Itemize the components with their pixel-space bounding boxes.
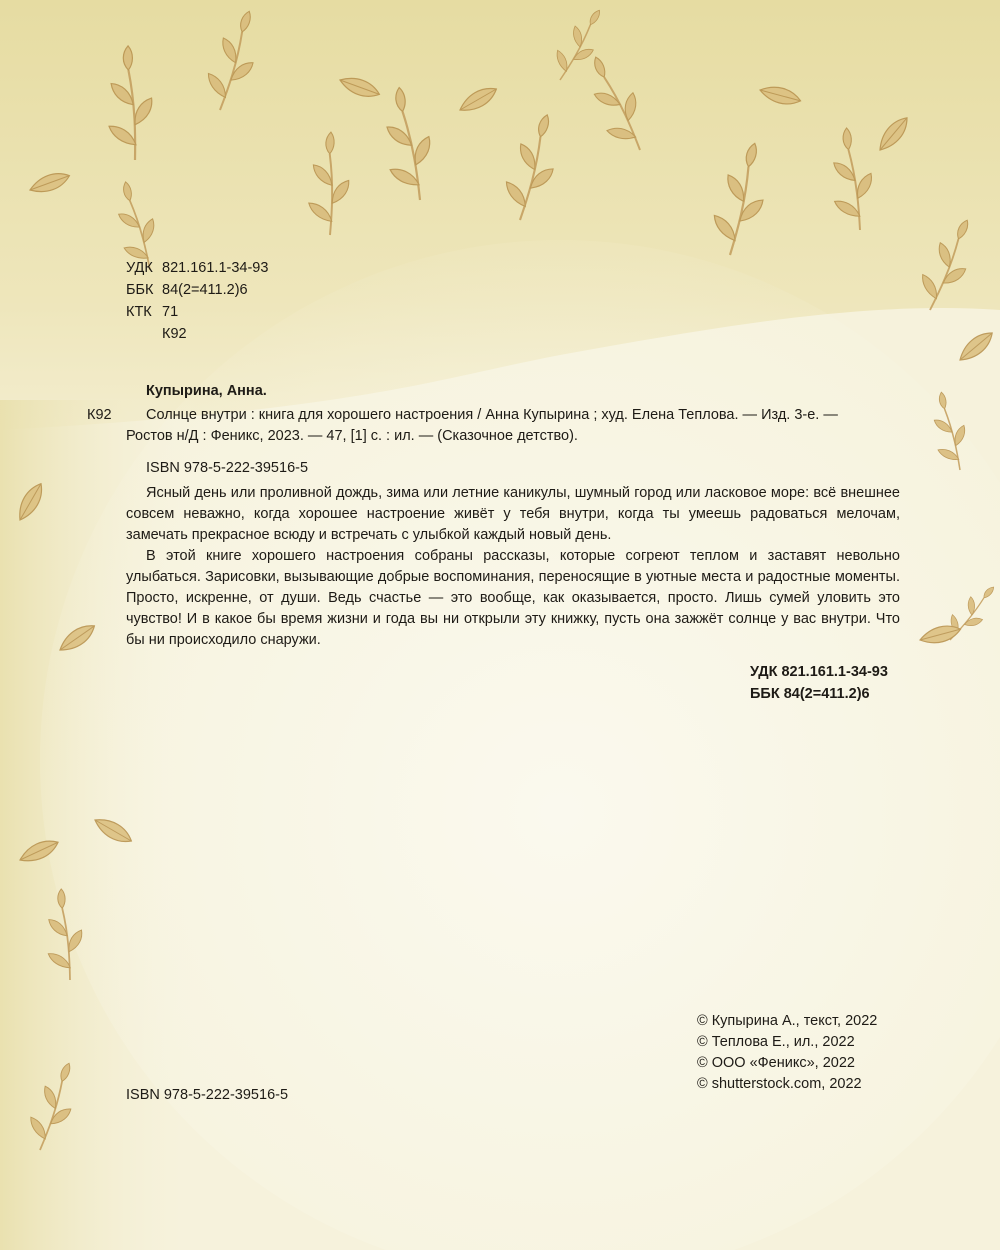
title-line-2: Ростов н/Д : Феникс, 2023. — 47, [1] с. : ил. — (Сказочное детство).	[126, 428, 578, 444]
copyright-shutterstock: © shutterstock.com, 2022	[697, 1076, 862, 1092]
udk-line	[126, 258, 268, 279]
entry-isbn: ISBN 978-5-222-39516-5	[146, 460, 309, 476]
codes-udk: УДК 821.161.1-34-93	[750, 664, 888, 680]
entry-sign: К92	[87, 407, 112, 423]
annotation-paragraph-2: В этой книге хорошего настроения собраны рассказы, которые согреют теплом и заставят невольно улыбаться. Зарисовки, вызывающие добрые воспоминания, переносящие в уютные места и радостные моменты. Просто, искренне, от души. Ведь счастье — это вообще, как оказывается, просто. Лишь сумей уловить это чувство! И в какое бы время жизни и года вы ни открыли эту книжку, пусть она зажжёт солнце у вас внутри. Что бы ни происходило снаружи.	[126, 548, 900, 648]
codes-bbk: ББК 84(2=411.2)6	[750, 686, 870, 702]
bottom-isbn: ISBN 978-5-222-39516-5	[126, 1087, 289, 1103]
annotation	[126, 483, 900, 651]
copyright-publisher: © ООО «Феникс», 2022	[697, 1055, 855, 1071]
ktk-label: КТК	[126, 304, 152, 320]
copyright-illustrations: © Теплова Е., ил., 2022	[697, 1034, 855, 1050]
author-sign: К92	[162, 326, 187, 342]
bbk-label: ББК	[126, 282, 154, 298]
ktk-line	[126, 302, 178, 323]
bbk-line	[126, 280, 248, 301]
title-line-1: Солнце внутри : книга для хорошего настроения / Анна Купырина ; худ. Елена Теплова. — Изд. 3-е. —	[146, 407, 838, 423]
copyright-text: © Купырина А., текст, 2022	[697, 1013, 878, 1029]
udk-value: 821.161.1-34-93	[162, 260, 269, 276]
bbk-value: 84(2=411.2)6	[162, 282, 248, 298]
udk-label: УДК	[126, 260, 153, 276]
annotation-paragraph-1: Ясный день или проливной дождь, зима или летние каникулы, шумный город или ласковое море: всё внешнее совсем неважно, когда хорошее настроение живёт у тебя внутри, когда ты умеешь радоваться мелочам, замечать прекрасное всюду и встречать с улыбкой каждый новый день.	[126, 485, 900, 543]
author-heading: Купырина, Анна.	[146, 383, 267, 399]
ktk-value: 71	[162, 304, 179, 320]
